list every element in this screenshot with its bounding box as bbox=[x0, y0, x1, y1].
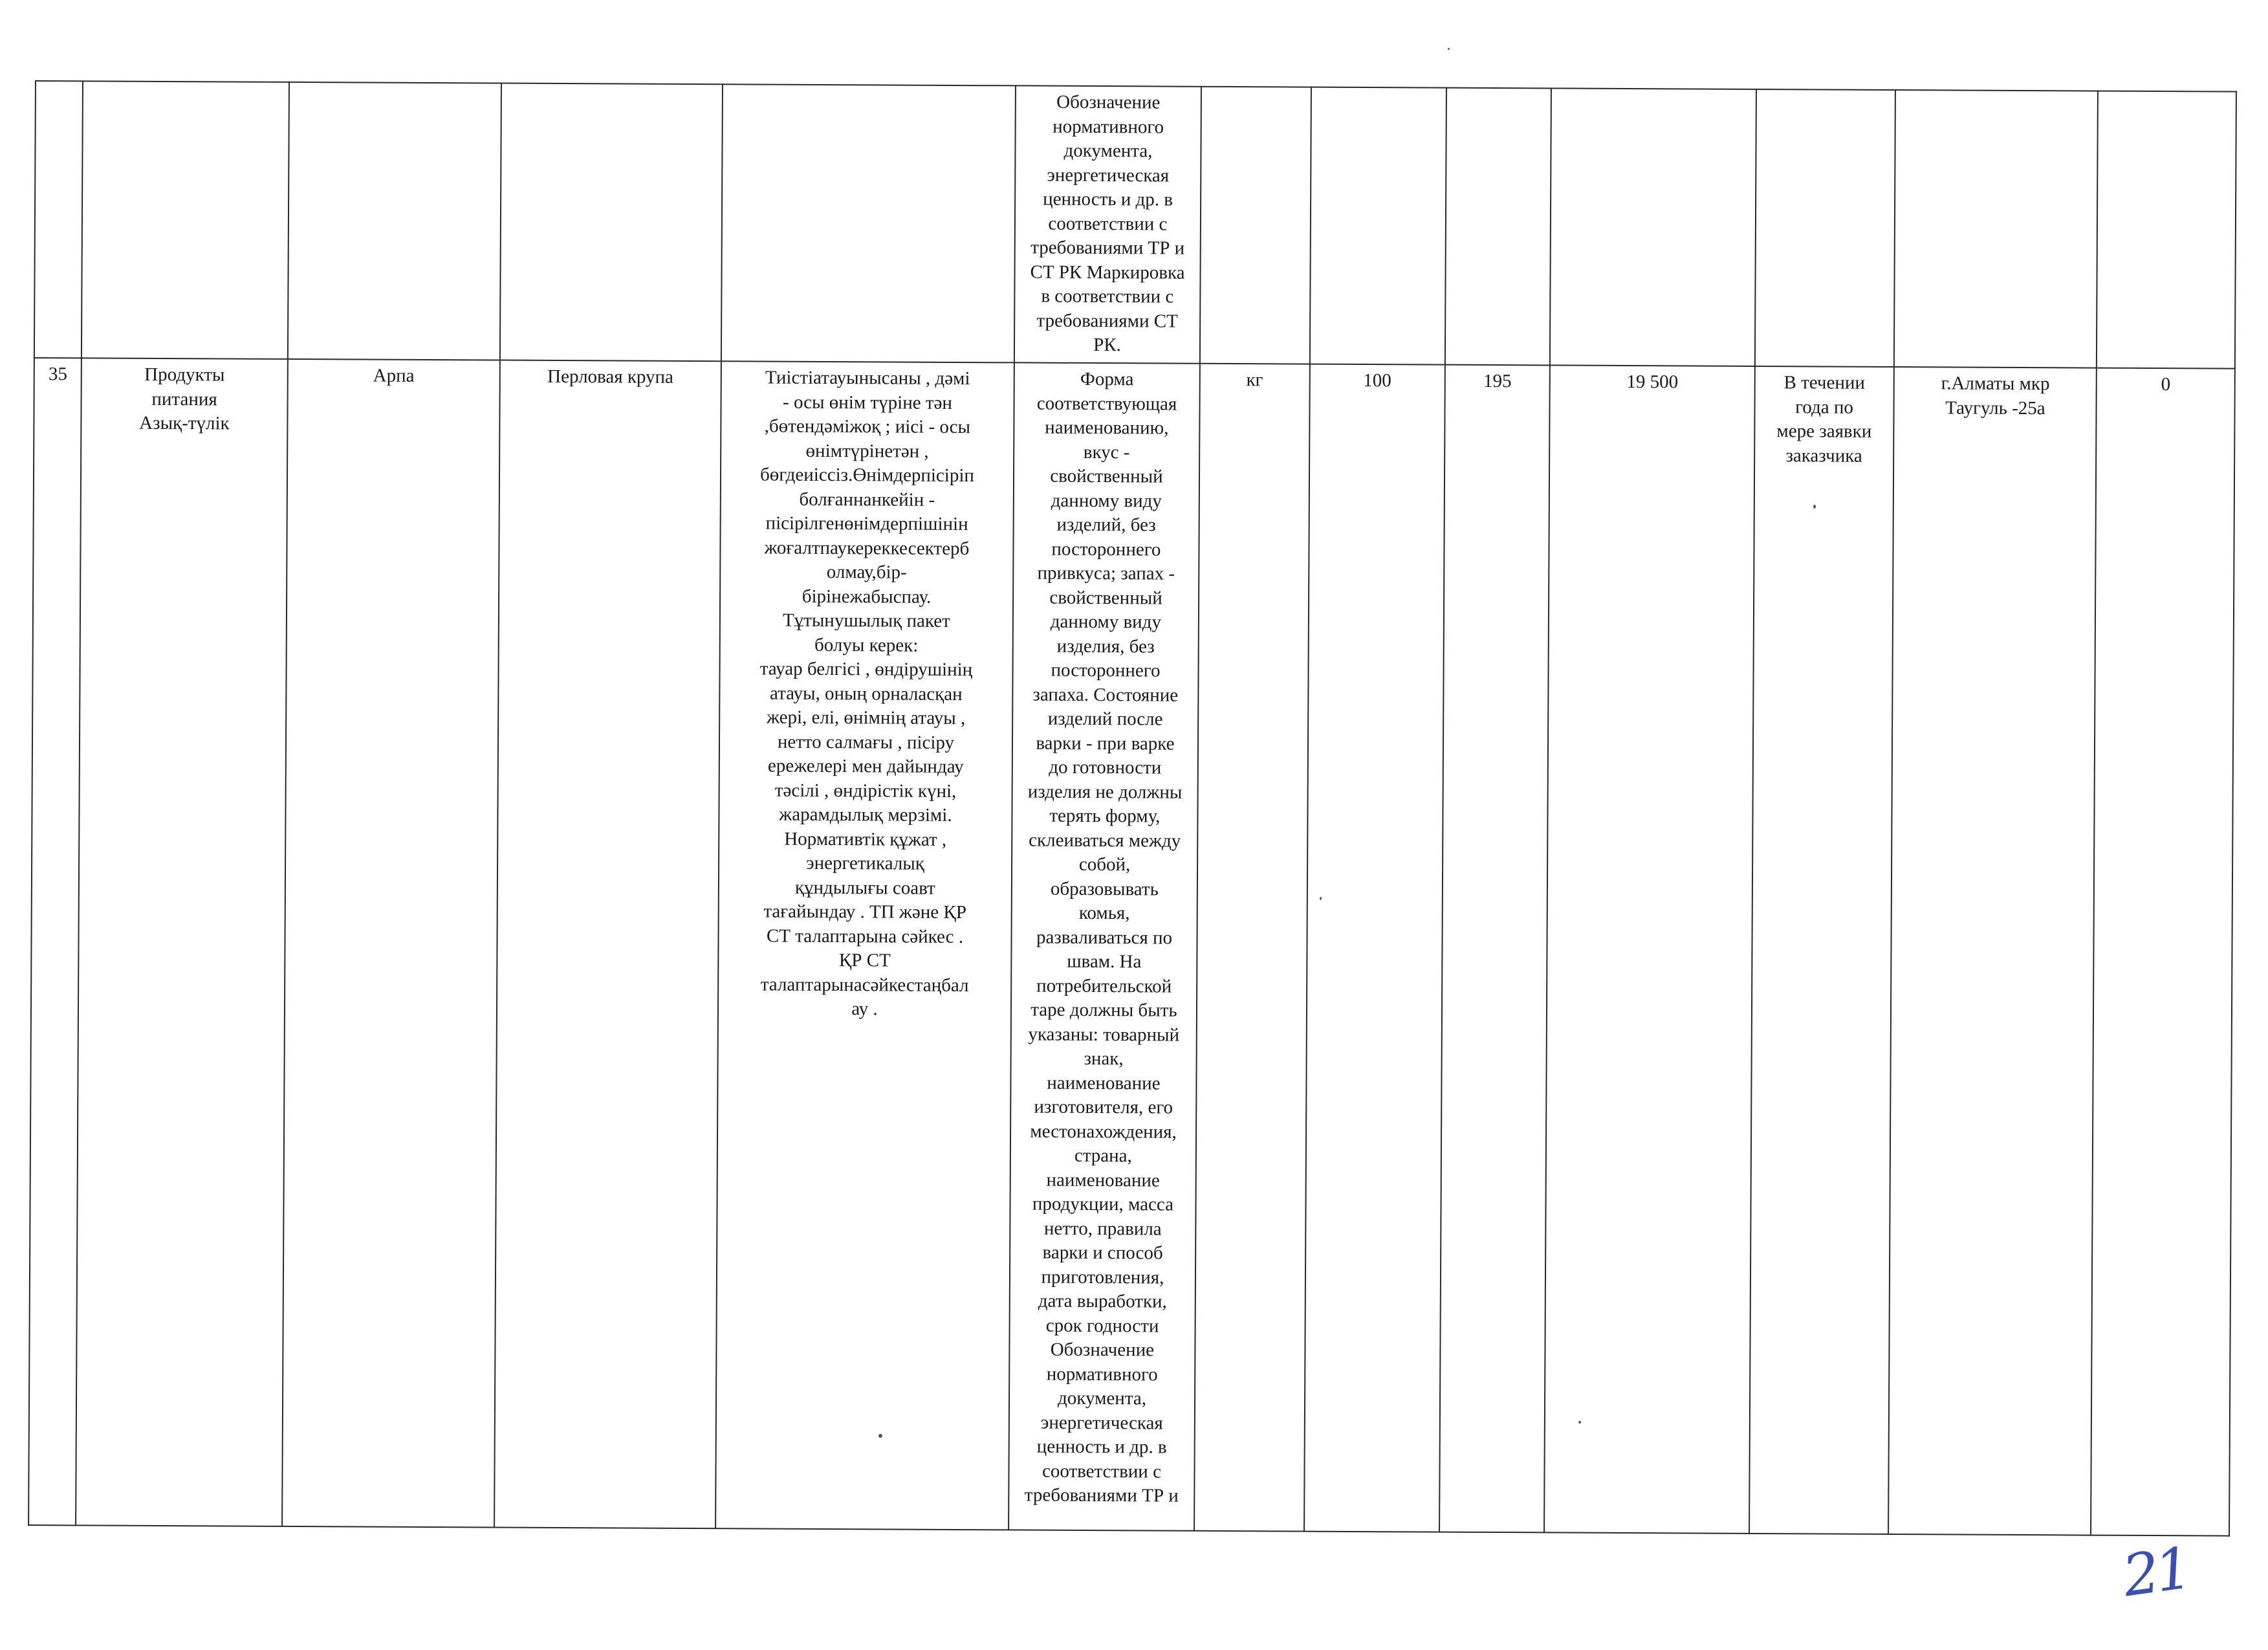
cell-sum: 19 500 bbox=[1544, 365, 1754, 1534]
cell-delivery-place bbox=[1894, 90, 2098, 368]
cell-spec-ru: Форма соответствующая наименованию, вкус - свойственный данному виду изделий, без постороннего привкуса; запах - свойственный данному виду изделия, без постороннего запаха. Состояние изделий после варки - при варке до готовности изделия не должны терять форму, склеиваться между собой, образовывать комья, разваливаться по швам. На потребительской таре должны быть указаны: товарный знак, наименование изготовителя, его местонахождения, страна, наименование продукции, масса нетто, правила варки и способ приготовления, дата выработки, срок годности Обозначение нормативного документа, энергетическая ценность и др. в соответствии с требованиями ТР и bbox=[1009, 362, 1199, 1530]
cell-sum bbox=[1550, 88, 1756, 366]
cell-quantity bbox=[1310, 87, 1446, 365]
cell-unit bbox=[1200, 87, 1311, 364]
scan-speck bbox=[1578, 1421, 1581, 1424]
procurement-table bbox=[28, 80, 2237, 1537]
table-row bbox=[34, 81, 2236, 369]
handwritten-page-number: 21 bbox=[2119, 1534, 2192, 1610]
cell-name-kz: Арпа bbox=[282, 359, 500, 1528]
cell-spec-ru: Обозначение нормативного документа, энергетическая ценность и др. в соответствии с требованиями ТР и СТ РК Маркировка в соответствии с требованиями СТ РК. bbox=[1014, 85, 1201, 363]
cell-name-kz bbox=[288, 82, 501, 360]
cell-delivery-place: г.Алматы мкр Таугуль -25а bbox=[1888, 367, 2097, 1535]
scan-speck bbox=[878, 1434, 882, 1438]
cell-spec-kz bbox=[721, 84, 1016, 362]
cell-advance bbox=[2097, 91, 2236, 369]
cell-delivery-term bbox=[1755, 89, 1896, 367]
cell-category: Продукты питания Азық-түлік bbox=[76, 358, 287, 1526]
cell-name-ru bbox=[500, 83, 723, 362]
scan-speck bbox=[1813, 505, 1816, 509]
cell-spec-kz: Тиістіатауынысаны , дәмі - осы өнім түріне тән ,бөтендәміжоқ ; иісі - осы өнімтүрінетән , бөгдеиіссіз.Өнімдерпісіріп болғаннанкейін - пісірілгенөнімдерпішінін жоғалтпаукереккесектерб олмау,бір- бірінежабыспау. Тұтынушылық пакет болуы керек: тауар белгісі , өндірушінің атауы, оның орналасқан жері, елі, өнімнің атауы , нетто салмағы , пісіру ережелері мен дайындау тәсілі , өндірістік күні, жарамдылық мерзімі. Нормативтік құжат , энергетикалық құндылығы соавт тағайындау . ТП және ҚР СТ талаптарына сәйкес . ҚР СТ талаптарынасәйкестаңбал ау . bbox=[715, 361, 1014, 1530]
scan-speck bbox=[1320, 897, 1322, 900]
cell-number bbox=[34, 81, 83, 358]
cell-delivery-term: В течении года по мере заявки заказчика bbox=[1749, 366, 1894, 1534]
cell-quantity: 100 bbox=[1304, 364, 1445, 1532]
cell-price bbox=[1445, 88, 1552, 366]
cell-unit: кг bbox=[1194, 364, 1310, 1532]
cell-category bbox=[82, 81, 289, 359]
scan-speck bbox=[1448, 48, 1450, 50]
table-row bbox=[28, 358, 2235, 1536]
cell-number: 35 bbox=[28, 358, 82, 1525]
cell-name-ru: Перловая крупа bbox=[494, 360, 721, 1529]
cell-advance: 0 bbox=[2091, 368, 2235, 1536]
cell-price: 195 bbox=[1439, 365, 1550, 1533]
